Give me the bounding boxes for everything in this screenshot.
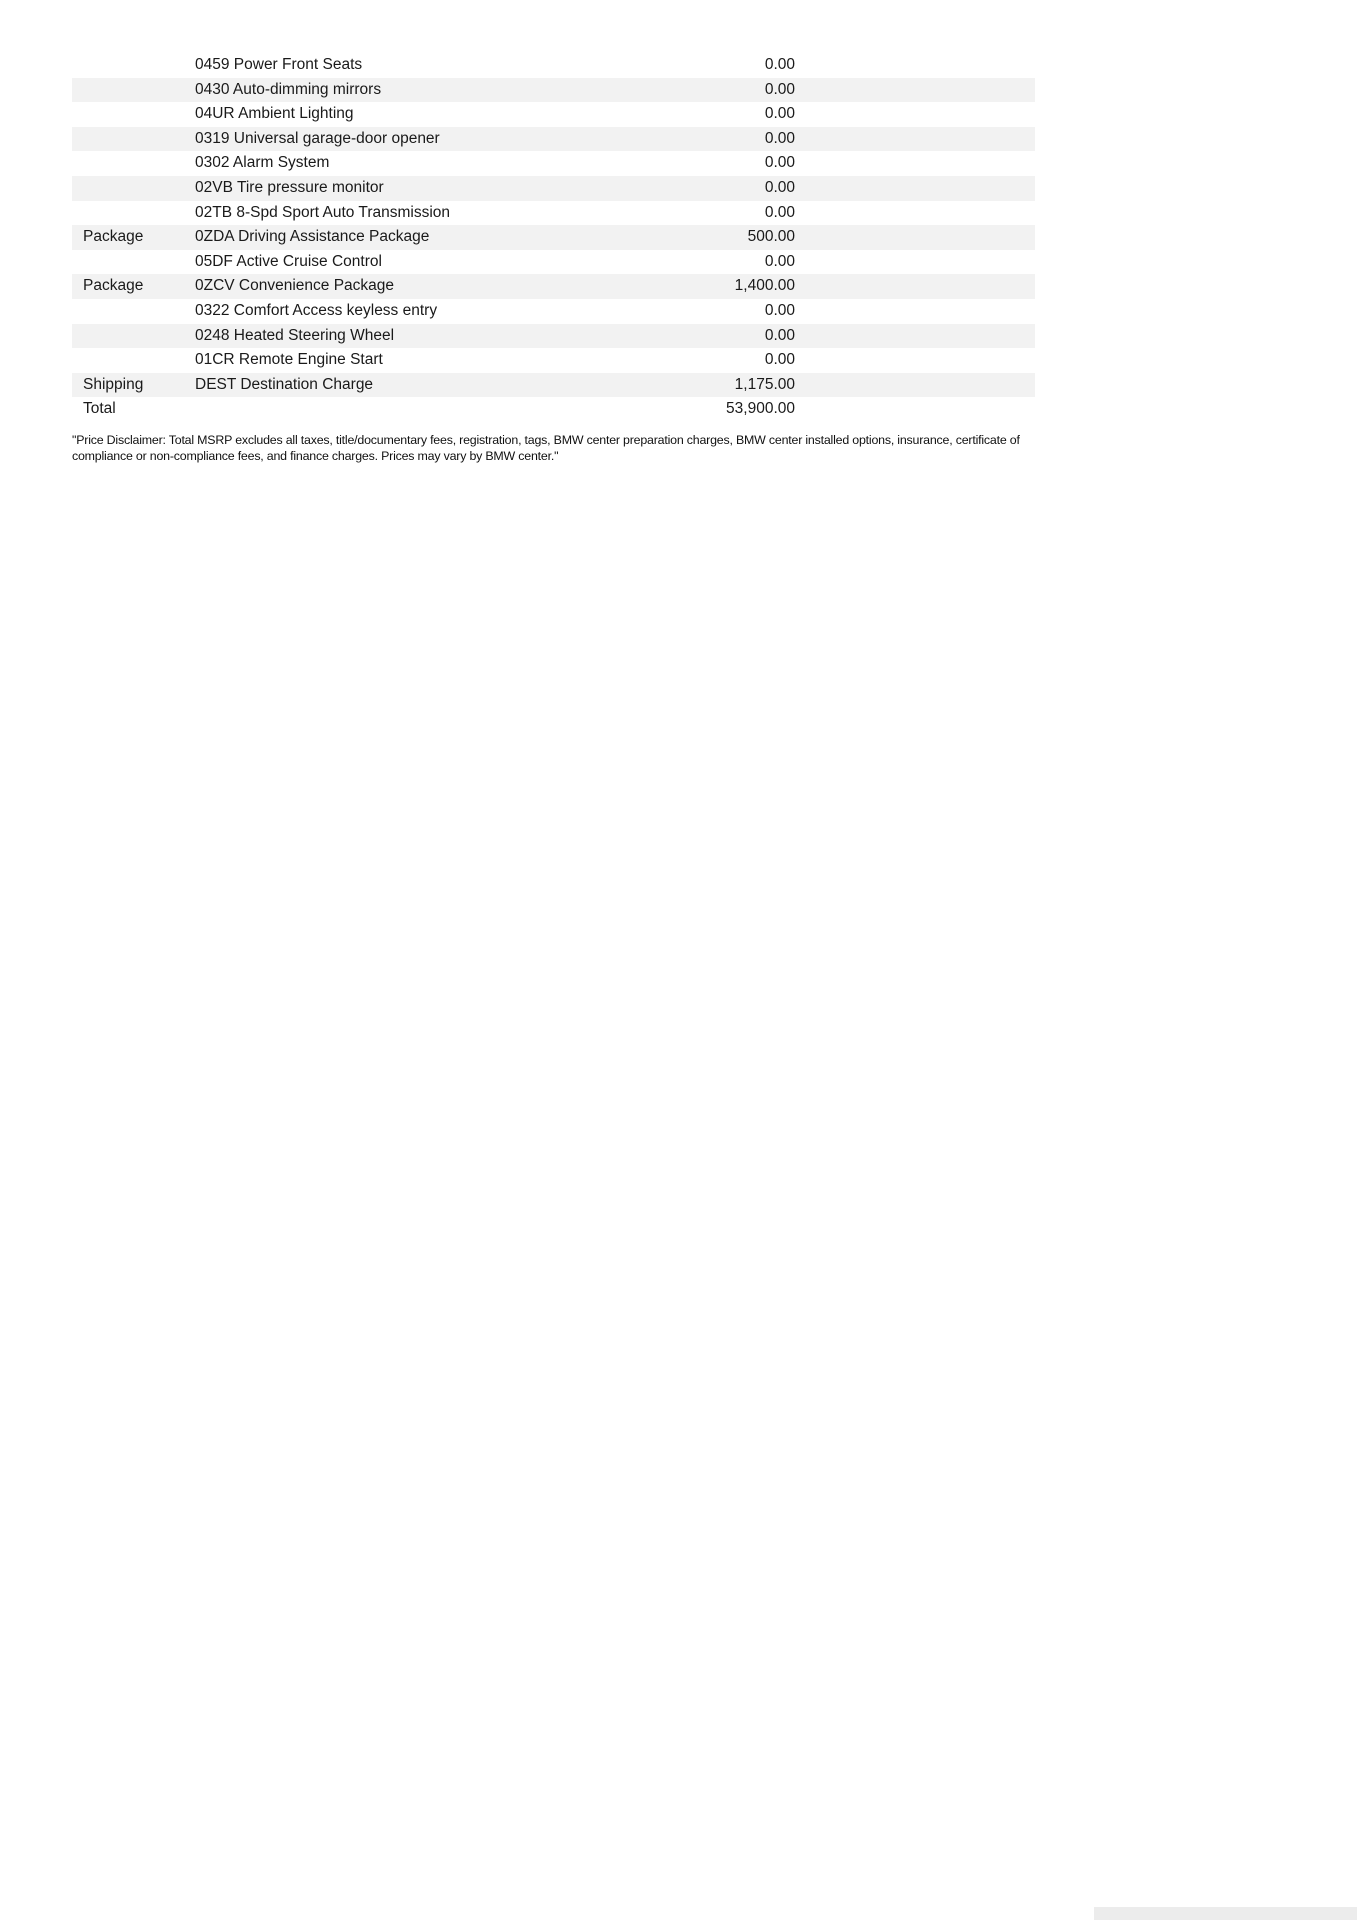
row-amount: 0.00 [764, 56, 795, 73]
row-amount: 0.00 [764, 351, 795, 369]
row-amount: 0.00 [764, 326, 795, 344]
row-description: 0322 Comfort Access keyless entry [195, 301, 438, 319]
options-price-table [72, 53, 1035, 422]
row-description: 0459 Power Front Seats [195, 56, 363, 73]
row-description: 02TB 8-Spd Sport Auto Transmission [195, 203, 451, 221]
table-row [72, 274, 1035, 299]
row-description: 0ZCV Convenience Package [195, 277, 395, 295]
table-row [72, 225, 1035, 250]
row-description: 0430 Auto-dimming mirrors [195, 80, 382, 98]
row-description: 0302 Alarm System [195, 154, 330, 172]
row-description: DEST Destination Charge [195, 375, 374, 393]
table-row [72, 53, 1035, 78]
row-description: 0319 Universal garage-door opener [195, 129, 440, 147]
row-description: 04UR Ambient Lighting [195, 105, 354, 123]
row-description: 02VB Tire pressure monitor [195, 178, 384, 196]
row-category: Total [83, 400, 116, 418]
row-description: 05DF Active Cruise Control [195, 252, 382, 270]
row-amount: 0.00 [764, 80, 795, 98]
table-row [72, 250, 1035, 275]
row-category: Package [83, 228, 144, 246]
price-disclaimer: "Price Disclaimer: Total MSRP excludes all taxes, title/documentary fees, registration, tags, BMW center preparation charges, BMW center installed options, insurance, certificate of compliance or non-compliance fees, and finance charges. Prices may vary by BMW center." [72, 433, 1020, 463]
row-description: 01CR Remote Engine Start [195, 351, 383, 369]
row-amount: 500.00 [747, 228, 795, 246]
table-row [72, 78, 1035, 103]
table-row [72, 127, 1035, 152]
row-amount: 1,400.00 [734, 277, 795, 295]
row-description: 0ZDA Driving Assistance Package [195, 228, 430, 246]
row-amount: 0.00 [764, 129, 795, 147]
row-amount: 0.00 [764, 178, 795, 196]
table-row [72, 176, 1035, 201]
row-amount: 1,175.00 [734, 375, 795, 393]
table-row [72, 151, 1035, 176]
bottom-right-strip [1094, 1907, 1357, 1920]
table-row [72, 397, 1035, 422]
table-row [72, 348, 1035, 373]
row-amount: 0.00 [764, 252, 795, 270]
table-row [72, 324, 1035, 349]
table-row [72, 373, 1035, 398]
row-category: Shipping [83, 375, 144, 393]
table-row [72, 299, 1035, 324]
row-amount: 53,900.00 [726, 400, 795, 418]
row-amount: 0.00 [764, 203, 795, 221]
row-amount: 0.00 [764, 154, 795, 172]
row-amount: 0.00 [764, 301, 795, 319]
row-description: 0248 Heated Steering Wheel [195, 326, 395, 344]
table-row [72, 201, 1035, 226]
row-category: Package [83, 277, 144, 295]
row-amount: 0.00 [764, 105, 795, 123]
table-row [72, 102, 1035, 127]
